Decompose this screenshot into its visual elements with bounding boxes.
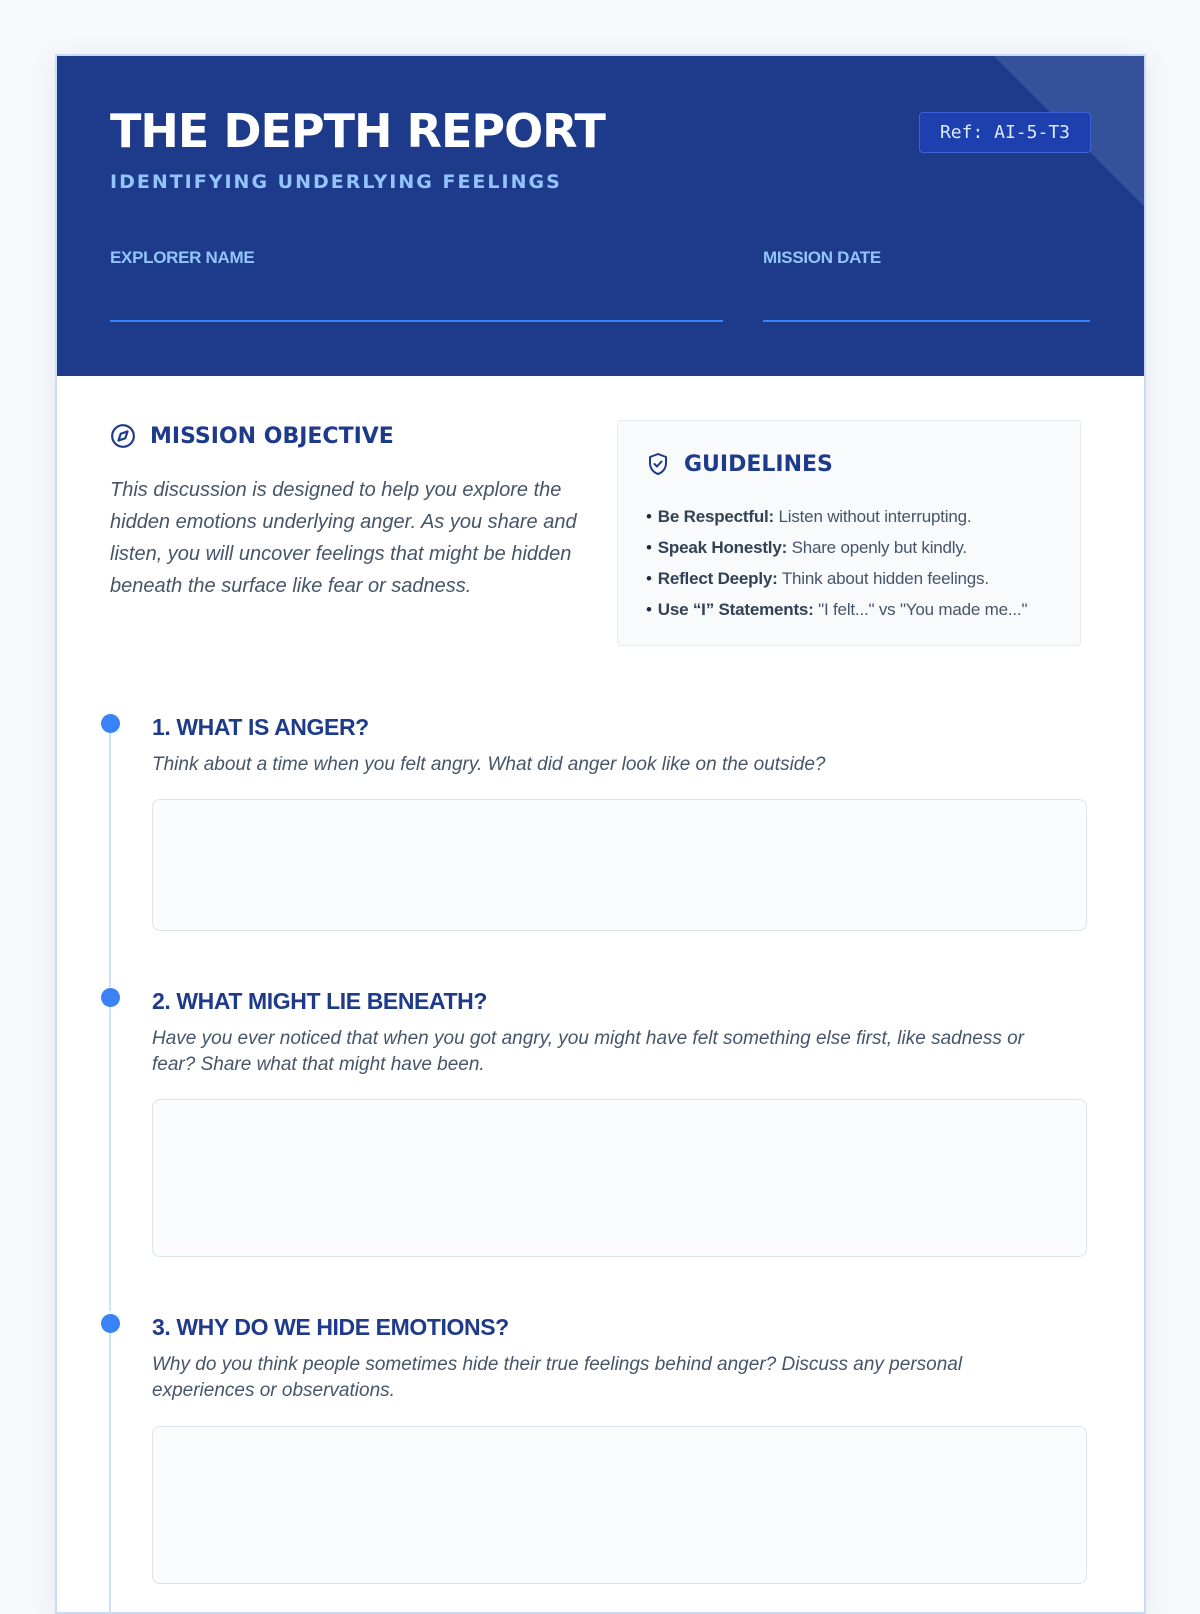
mission-objective-heading — [110, 423, 394, 449]
page-subtitle: IDENTIFYING UNDERLYING FEELINGS — [110, 171, 562, 193]
mission-date-label: MISSION DATE — [763, 248, 881, 267]
explorer-name-label: EXPLORER NAME — [110, 248, 255, 267]
reference-badge: Ref: AI-5-T3 — [919, 112, 1091, 153]
question-2-prompt: Have you ever noticed that when you got angry, you might have felt something else first, like sadness or fear? Share what that might have been. — [152, 1028, 1025, 1075]
mission-objective-text: This discussion is designed to help you explore the hidden emotions underlying anger. As you share and listen, you will uncover feelings that might be hidden beneath the surface like fear or sadness. — [110, 479, 577, 597]
worksheet-page — [55, 54, 1146, 1614]
question-1-answer-box[interactable] — [152, 799, 1087, 931]
compass-icon — [110, 423, 136, 449]
question-3-answer-box[interactable] — [152, 1426, 1087, 1584]
guidelines-title: GUIDELINES — [684, 451, 833, 477]
timeline-line — [109, 996, 111, 1311]
timeline-dot — [101, 988, 120, 1007]
shield-check-icon — [646, 451, 670, 477]
explorer-name-field[interactable] — [110, 320, 723, 322]
timeline-dot — [101, 714, 120, 733]
question-2-title: 2. WHAT MIGHT LIE BENEATH? — [152, 988, 488, 1014]
guideline-item: • Use “I” Statements: "I felt..." vs "You made me..." — [646, 600, 1028, 619]
report-header — [57, 56, 1144, 376]
timeline-dot — [101, 1314, 120, 1333]
question-3-title: 3. WHY DO WE HIDE EMOTIONS? — [152, 1314, 509, 1340]
question-2-answer-box[interactable] — [152, 1099, 1087, 1257]
guideline-item: • Be Respectful: Listen without interrupting. — [646, 507, 972, 526]
mission-date-field[interactable] — [763, 320, 1090, 322]
question-1-prompt: Think about a time when you felt angry. What did anger look like on the outside? — [152, 754, 826, 775]
guidelines-heading — [646, 451, 833, 477]
question-3-prompt: Why do you think people sometimes hide their true feelings behind anger? Discuss any personal experiences or observations. — [152, 1354, 963, 1401]
page-title: THE DEPTH REPORT — [110, 104, 605, 158]
timeline-line — [109, 1322, 111, 1614]
guidelines-box — [617, 420, 1081, 646]
question-1-title: 1. WHAT IS ANGER? — [152, 714, 369, 740]
guideline-item: • Reflect Deeply: Think about hidden feelings. — [646, 569, 989, 588]
timeline-line — [109, 722, 111, 987]
guidelines-list — [646, 501, 1027, 625]
guideline-item: • Speak Honestly: Share openly but kindly. — [646, 538, 967, 557]
mission-objective-title: MISSION OBJECTIVE — [150, 423, 394, 449]
